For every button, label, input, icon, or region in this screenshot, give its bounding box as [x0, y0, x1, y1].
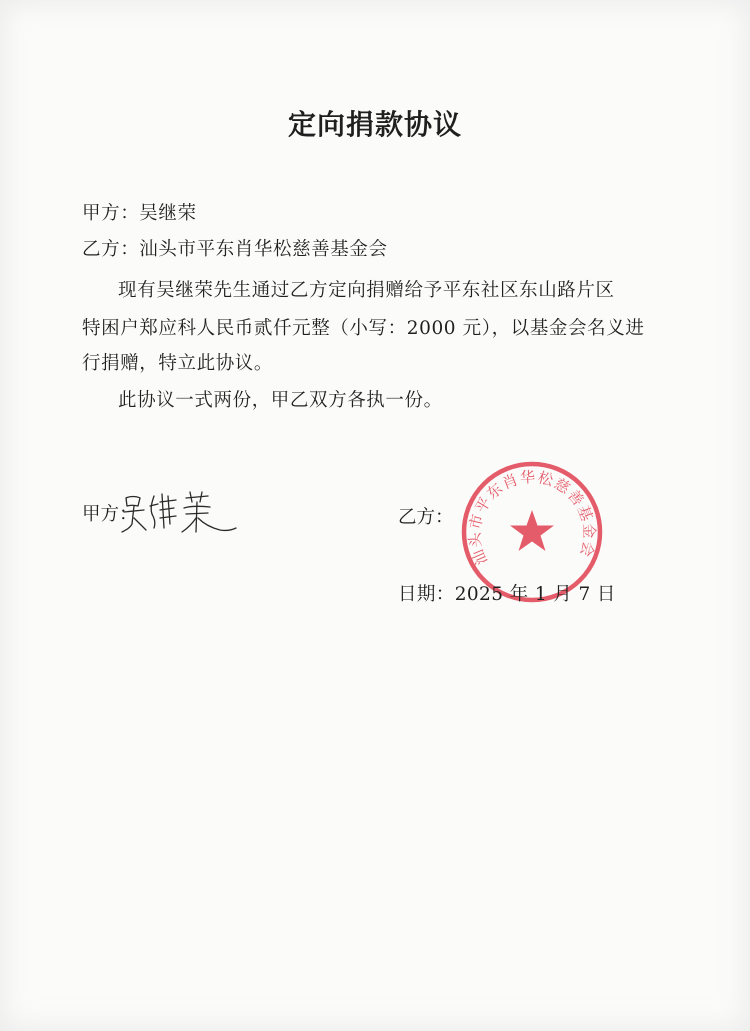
signing-date: 日期：2025 年 1 月 7 日	[398, 584, 616, 605]
body-paragraph-line-2: 特困户郑应科人民币贰仟元整（小写：2000 元），以基金会名义进	[82, 318, 645, 339]
party-b-signature-label: 乙方：	[398, 507, 454, 528]
copies-clause: 此协议一式两份，甲乙双方各执一份。	[118, 390, 443, 411]
party-a-handwritten-signature	[120, 488, 240, 538]
party-b-line: 乙方：汕头市平东肖华松慈善基金会	[82, 239, 388, 260]
document-title: 定向捐款协议	[287, 108, 462, 141]
party-a-line: 甲方：吴继荣	[82, 203, 197, 224]
body-paragraph-line-1: 现有吴继荣先生通过乙方定向捐赠给予平东社区东山路片区	[118, 280, 615, 301]
body-paragraph-line-3: 行捐赠，特立此协议。	[82, 353, 274, 374]
svg-text:汕头市平东肖华松慈善基金会: 汕头市平东肖华松慈善基金会	[465, 467, 599, 568]
party-a-signature-label: 甲方：	[82, 504, 138, 525]
